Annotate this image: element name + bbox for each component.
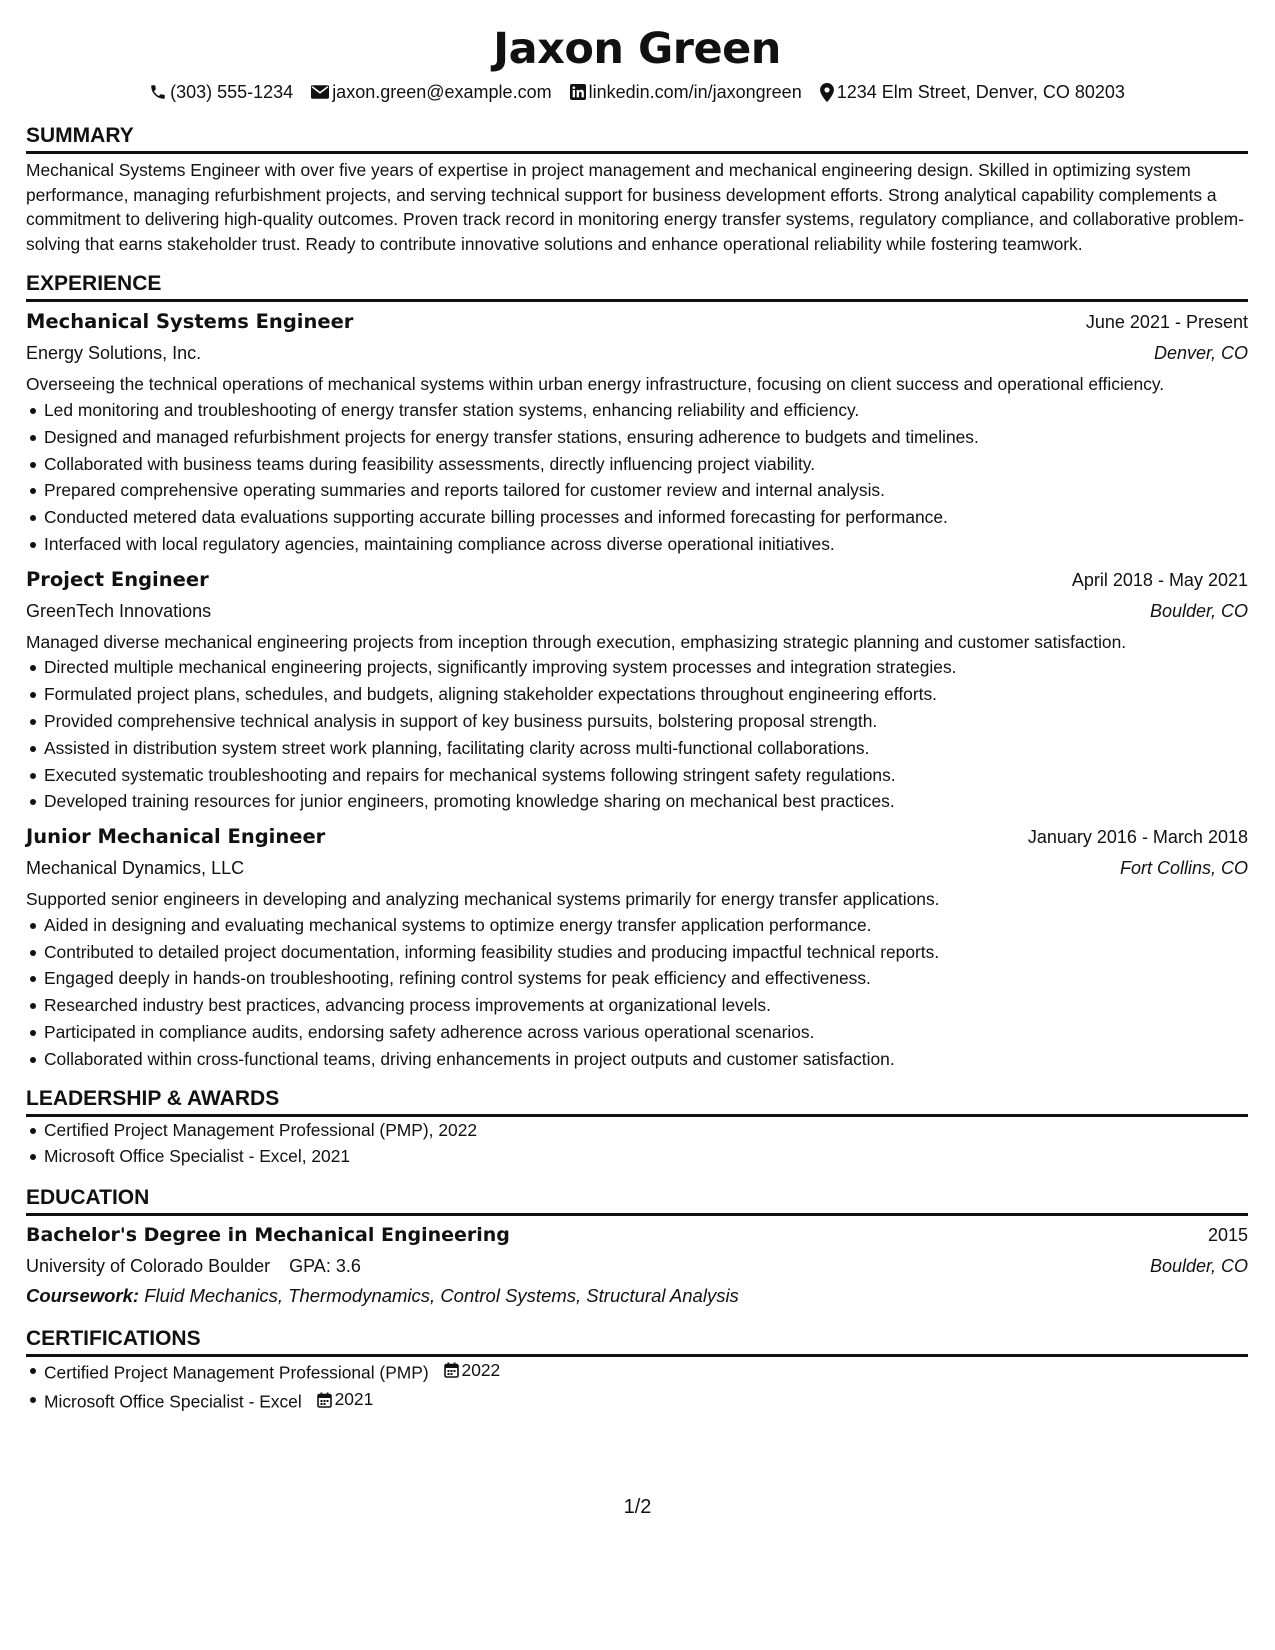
school-name: University of Colorado Boulder [26, 1256, 271, 1277]
list-item: Conducted metered data evaluations supporting accurate billing processes and informed forecasting for performance. [26, 504, 1248, 531]
job-title: Mechanical Systems Engineer [26, 310, 354, 334]
experience-heading: EXPERIENCE [26, 270, 1248, 302]
summary-section [26, 122, 1248, 256]
degree-title: Bachelor's Degree in Mechanical Engineering [26, 1224, 510, 1247]
cert-name: Microsoft Office Specialist - Excel [44, 1391, 302, 1412]
coursework [26, 1281, 1248, 1311]
awards-list [26, 1117, 1248, 1171]
summary-text: Mechanical Systems Engineer with over five years of expertise in project management and mechanical engineering design. Skilled in optimizing system performance, managing refurbishment projects, and serving technical support for business development efforts. Strong analytical capability complements a commitment to delivering high-quality outcomes. Proven track record in monitoring energy transfer systems, regulatory compliance, and collaborative problem-solving that earns stakeholder trust. Ready to contribute innovative solutions and enhance operational reliability while fostering teamwork. [26, 160, 1244, 254]
job-entry [26, 821, 1248, 1072]
job-title: Junior Mechanical Engineer [26, 825, 326, 849]
calendar-icon [317, 1392, 332, 1408]
envelope-icon [311, 85, 329, 99]
email-text: jaxon.green@example.com [332, 82, 552, 102]
page-number: 1/2 [623, 1496, 652, 1518]
list-item: Researched industry best practices, advancing process improvements at organizational levels. [26, 992, 1248, 1019]
school-line [26, 1251, 361, 1281]
degree-year: 2015 [1207, 1225, 1248, 1246]
certifications-heading: CERTIFICATIONS [26, 1325, 1248, 1357]
contact-email[interactable] [311, 80, 551, 104]
linkedin-icon [570, 84, 586, 100]
cert-date [444, 1357, 501, 1384]
job-dates: June 2021 - Present [1085, 312, 1248, 333]
cert-name: Certified Project Management Professional (PMP) [44, 1362, 429, 1383]
list-item: Led monitoring and troubleshooting of energy transfer station systems, enhancing reliability and efficiency. [26, 397, 1248, 424]
job-entry [26, 564, 1248, 815]
job-description: Supported senior engineers in developing and analyzing mechanical systems primarily for energy transfer applications. [26, 889, 940, 910]
job-location: Fort Collins, CO [1119, 858, 1248, 879]
experience-section [26, 270, 1248, 1072]
job-description: Managed diverse mechanical engineering projects from inception through execution, emphasizing strategic planning and customer satisfaction. [26, 631, 1127, 652]
cert-date [317, 1386, 374, 1413]
list-item: Directed multiple mechanical engineering projects, significantly improving system processes and integration strategies. [26, 654, 1248, 681]
list-item: Executed systematic troubleshooting and repairs for mechanical systems following stringent safety regulations. [26, 762, 1248, 789]
contact-phone[interactable] [149, 80, 293, 104]
school-location: Boulder, CO [1149, 1256, 1248, 1277]
list-item: Microsoft Office Specialist - Excel, 2021 [26, 1143, 1248, 1170]
contact-bar [26, 80, 1248, 104]
job-entry [26, 306, 1248, 557]
certifications-section [26, 1325, 1248, 1415]
education-section [26, 1184, 1248, 1311]
contact-linkedin[interactable] [570, 80, 802, 104]
resume-page [26, 0, 1248, 1650]
candidate-name: Jaxon Green [493, 24, 781, 74]
list-item: Designed and managed refurbishment projects for energy transfer stations, ensuring adherence to budgets and timelines. [26, 424, 1248, 451]
education-heading: EDUCATION [26, 1184, 1248, 1216]
list-item: Formulated project plans, schedules, and budgets, aligning stakeholder expectations throughout engineering efforts. [26, 681, 1248, 708]
list-item: Developed training resources for junior engineers, promoting knowledge sharing on mechanical best practices. [26, 788, 1248, 815]
cert-year: 2022 [461, 1360, 501, 1381]
list-item: Participated in compliance audits, endorsing safety adherence across various operational scenarios. [26, 1019, 1248, 1046]
list-item: Assisted in distribution system street work planning, facilitating clarity across multi-functional collaborations. [26, 735, 1248, 762]
job-dates: April 2018 - May 2021 [1071, 569, 1248, 590]
job-company: Energy Solutions, Inc. [26, 343, 202, 364]
job-company: GreenTech Innovations [26, 600, 212, 621]
job-bullets [26, 912, 1248, 1073]
contact-address [820, 80, 1125, 104]
phone-icon [149, 83, 167, 101]
list-item: Engaged deeply in hands-on troubleshooting, refining control systems for peak efficiency and effectiveness. [26, 965, 1248, 992]
list-item: Aided in designing and evaluating mechanical systems to optimize energy transfer application performance. [26, 912, 1248, 939]
list-item: Certified Project Management Professional (PMP), 2022 [26, 1117, 1248, 1144]
job-title: Project Engineer [26, 567, 209, 591]
job-dates: January 2016 - March 2018 [1027, 827, 1248, 848]
job-bullets [26, 654, 1248, 815]
coursework-list: Fluid Mechanics, Thermodynamics, Control Systems, Structural Analysis [144, 1285, 739, 1307]
map-pin-icon [820, 83, 834, 102]
awards-heading: LEADERSHIP & AWARDS [26, 1085, 1248, 1117]
list-item: Provided comprehensive technical analysis in support of key business pursuits, bolstering proposal strength. [26, 708, 1248, 735]
coursework-label: Coursework: [26, 1285, 140, 1307]
list-item [26, 1357, 1248, 1386]
job-company: Mechanical Dynamics, LLC [26, 858, 245, 879]
job-bullets [26, 397, 1248, 558]
cert-year: 2021 [334, 1389, 374, 1410]
gpa: GPA: 3.6 [289, 1256, 361, 1277]
calendar-icon [444, 1362, 459, 1378]
phone-text: (303) 555-1234 [170, 82, 294, 102]
awards-section [26, 1085, 1248, 1171]
certifications-list [26, 1357, 1248, 1415]
job-location: Boulder, CO [1149, 600, 1248, 621]
summary-heading: SUMMARY [26, 122, 1248, 154]
list-item [26, 1386, 1248, 1415]
address-text: 1234 Elm Street, Denver, CO 80203 [836, 82, 1125, 102]
list-item: Collaborated within cross-functional teams, driving enhancements in project outputs and customer satisfaction. [26, 1046, 1248, 1073]
list-item: Contributed to detailed project documentation, informing feasibility studies and producing impactful technical reports. [26, 939, 1248, 966]
job-description: Overseeing the technical operations of mechanical systems within urban energy infrastructure, focusing on client success and operational efficiency. [26, 374, 1165, 395]
list-item: Prepared comprehensive operating summaries and reports tailored for customer review and internal analysis. [26, 477, 1248, 504]
job-location: Denver, CO [1153, 343, 1248, 364]
linkedin-text: linkedin.com/in/jaxongreen [588, 82, 802, 102]
list-item: Interfaced with local regulatory agencies, maintaining compliance across diverse operational initiatives. [26, 531, 1248, 558]
list-item: Collaborated with business teams during feasibility assessments, directly influencing project viability. [26, 451, 1248, 478]
